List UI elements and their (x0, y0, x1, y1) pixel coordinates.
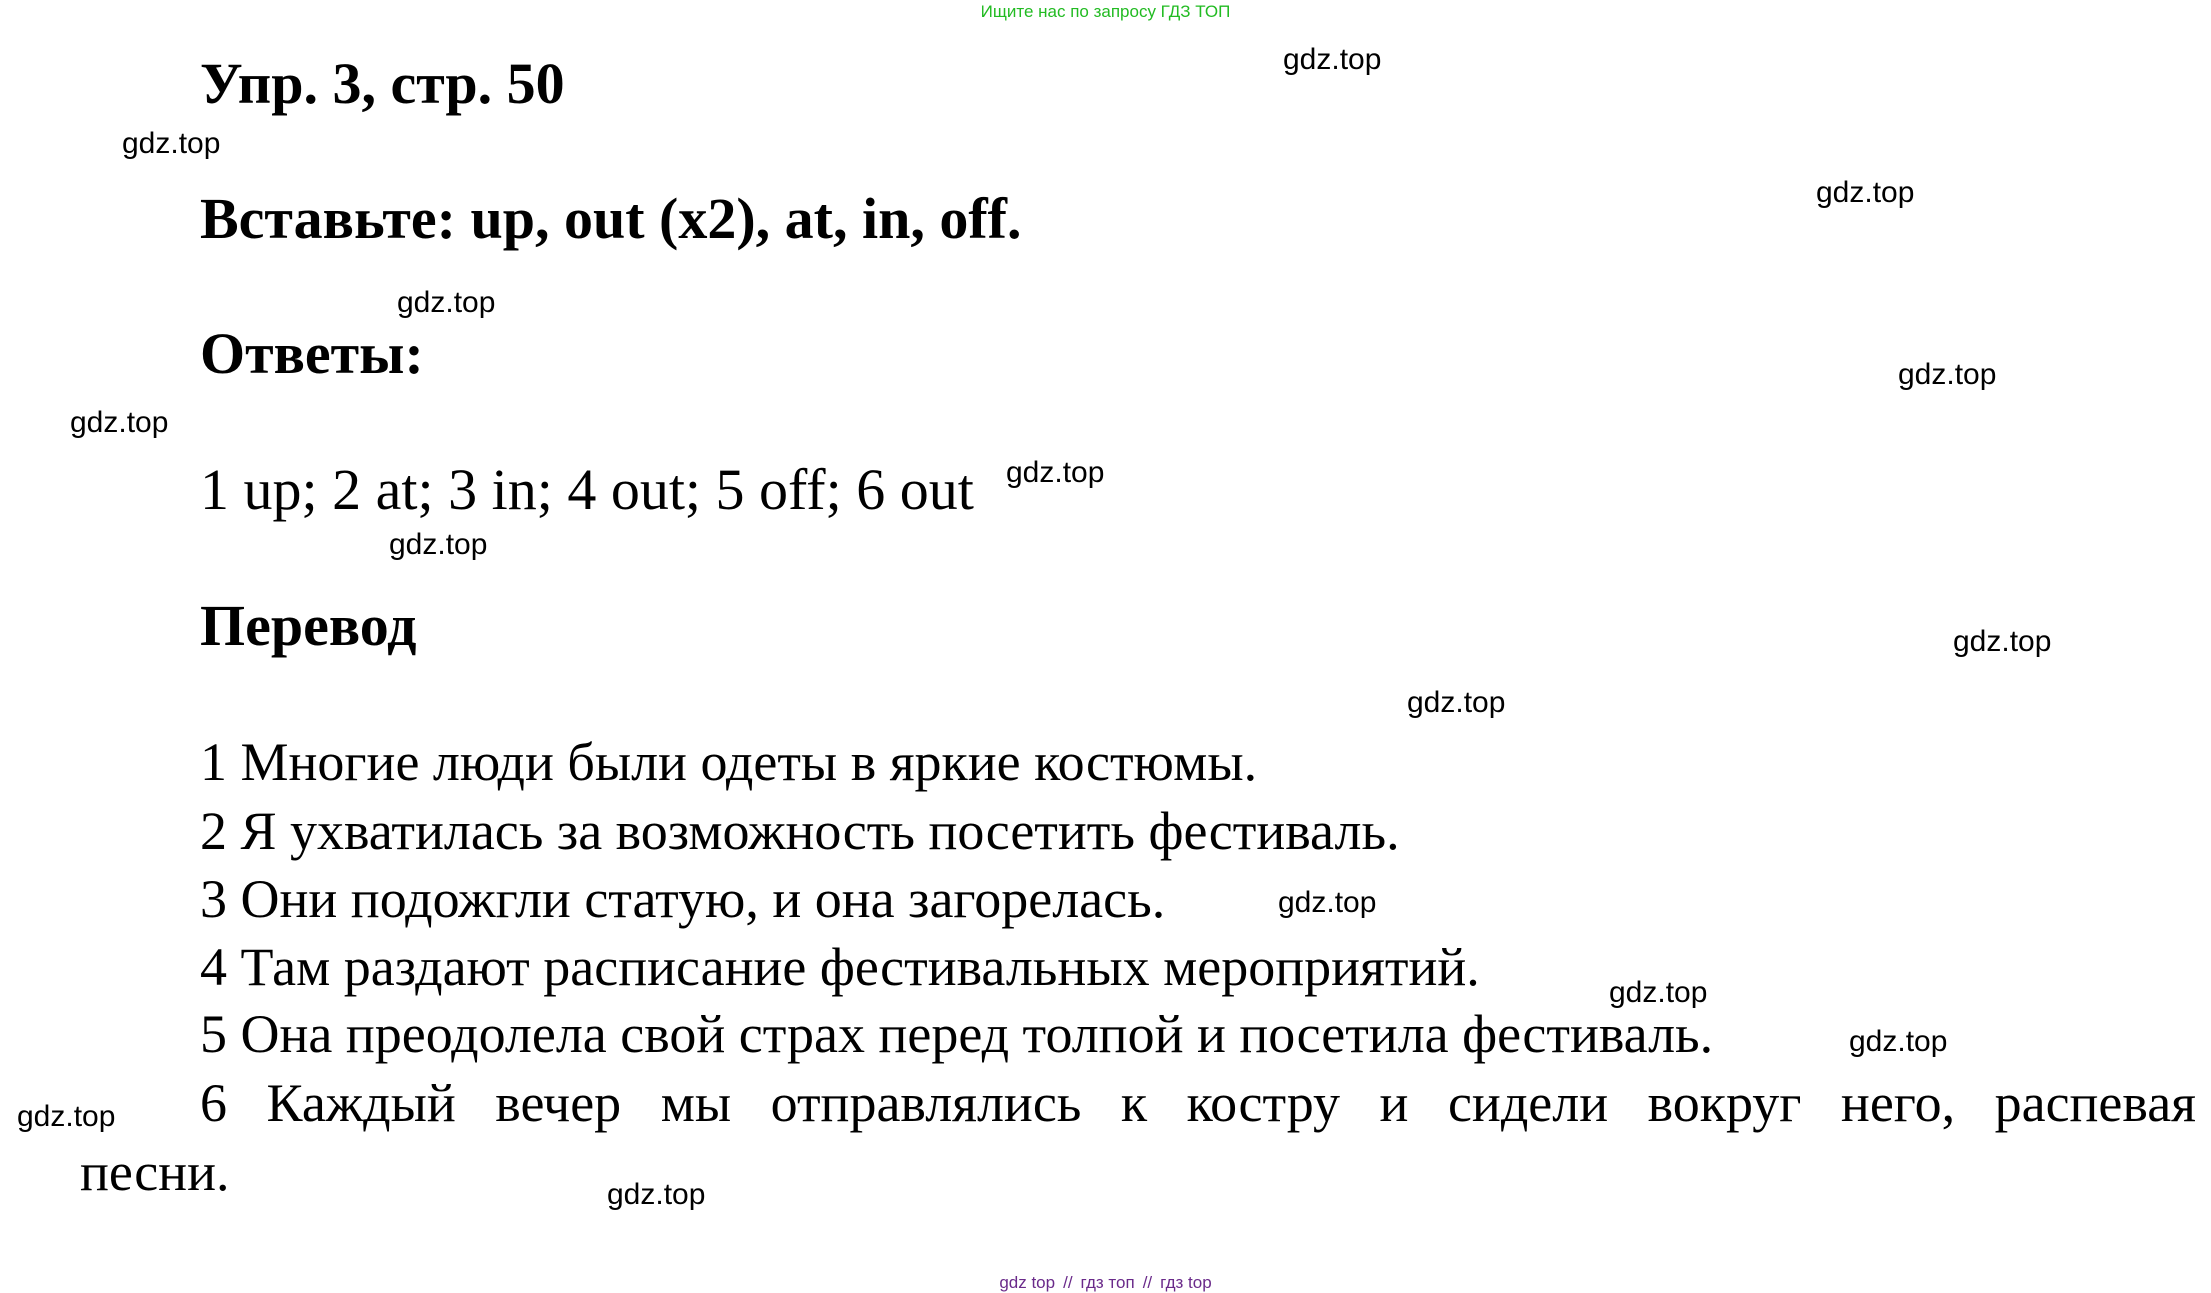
translation-line-6-continued: песни. (80, 1142, 230, 1202)
translation-line-4: 4 Там раздают расписание фестивальных мероприятий. (200, 937, 1480, 997)
answers-text: 1 up; 2 at; 3 in; 4 out; 5 off; 6 out (200, 457, 974, 522)
watermark: gdz.top (397, 286, 496, 319)
watermark: gdz.top (70, 406, 169, 439)
watermark: gdz.top (1849, 1025, 1948, 1058)
watermark: gdz.top (1407, 686, 1506, 719)
watermark: gdz.top (1006, 456, 1105, 489)
watermark: gdz.top (1609, 976, 1708, 1009)
top-banner[interactable]: Ищите нас по запросу ГДЗ ТОП (980, 2, 1231, 21)
instruction-text: Вставьте: up, out (x2), at, in, off. (200, 186, 1022, 251)
watermark: gdz.top (1283, 43, 1382, 76)
bottom-separator: // (1142, 1273, 1153, 1292)
translation-line-1: 1 Многие люди были одеты в яркие костюмы. (200, 732, 1258, 792)
watermark: gdz.top (17, 1100, 116, 1133)
translation-line-5: 5 Она преодолела свой страх перед толпой и посетила фестиваль. (200, 1004, 1714, 1064)
watermark: gdz.top (1953, 625, 2052, 658)
watermark: gdz.top (1278, 886, 1377, 919)
translation-line-3: 3 Они подожгли статую, и она загорелась. (200, 869, 1166, 929)
watermark: gdz.top (1898, 358, 1997, 391)
exercise-title: Упр. 3, стр. 50 (200, 51, 565, 116)
translation-heading: Перевод (200, 593, 417, 658)
watermark: gdz.top (389, 528, 488, 561)
watermark: gdz.top (1816, 176, 1915, 209)
answers-heading: Ответы: (200, 321, 424, 386)
bottom-banner (0, 1273, 2211, 1293)
translation-line-2: 2 Я ухватилась за возможность посетить фестиваль. (200, 801, 1400, 861)
translation-line-6: 6 Каждый вечер мы отправлялись к костру и сидели вокруг него, распевая (200, 1073, 2196, 1133)
watermark: gdz.top (607, 1178, 706, 1211)
watermark: gdz.top (122, 127, 221, 160)
bottom-link-3[interactable]: гдз top (1160, 1273, 1212, 1292)
bottom-separator: // (1063, 1273, 1073, 1292)
bottom-link-2[interactable]: гдз топ (1080, 1273, 1135, 1292)
bottom-link-1[interactable]: gdz top (999, 1273, 1056, 1292)
